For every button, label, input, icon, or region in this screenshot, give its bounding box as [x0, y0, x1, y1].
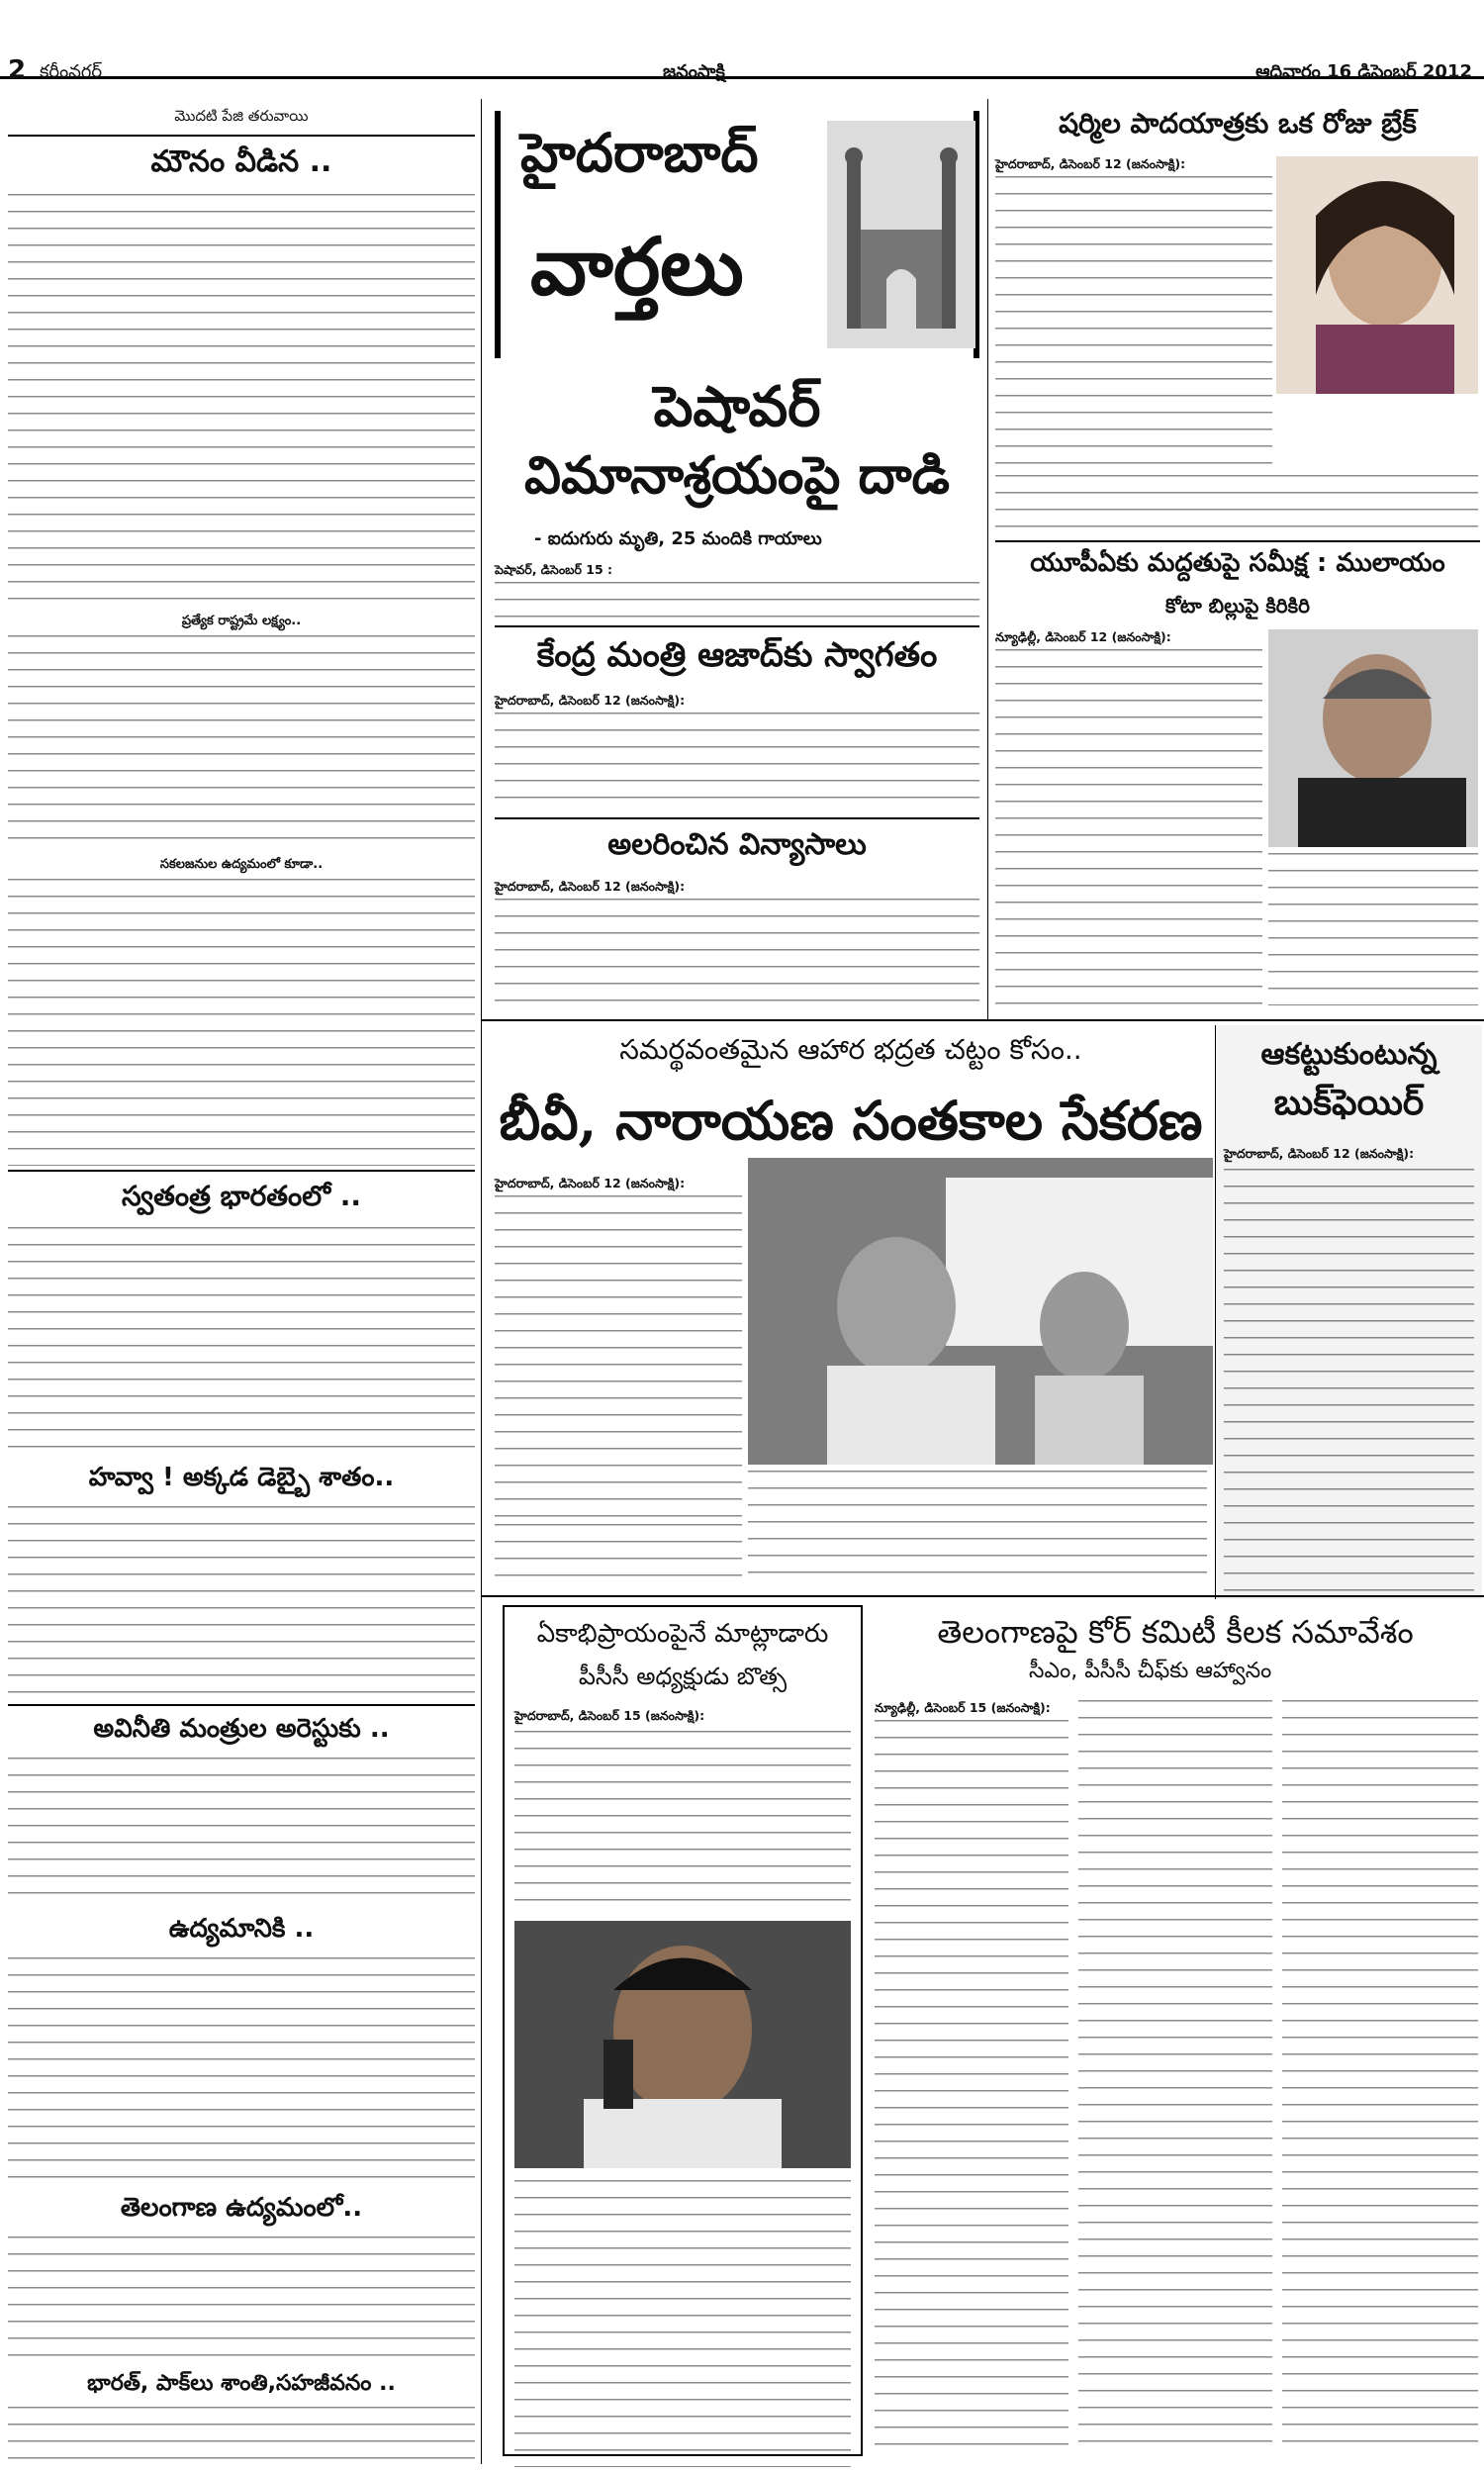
story-body: [995, 649, 1262, 1005]
subhead: సకలజనుల ఉద్యమంలో కూడా..: [159, 857, 324, 872]
story-title: అవినీతి మంత్రుల అరెస్టుకు ..: [93, 1714, 390, 1744]
hyderabad-banner: [495, 111, 979, 358]
botsa-story: [503, 1605, 863, 2456]
story-body: [8, 1506, 475, 1704]
subhead: ప్రత్యేక రాష్ట్రమే లక్ష్యం..: [181, 614, 302, 628]
mulayam-photo: [1268, 629, 1478, 847]
dateline: హైదరాబాద్, డిసెంబర్ 12 (జనంసాక్షి):: [1224, 1146, 1415, 1161]
story-body: [1268, 853, 1478, 1005]
kicker: మొదటి పేజి తరువాయి: [174, 107, 309, 125]
peshawar-headline-1: పెషావర్: [653, 374, 821, 439]
botsa-headline-1: ఏకాభిప్రాయంపైనే మాట్లాడారు: [536, 1619, 829, 1649]
story-body: [1224, 1169, 1474, 1604]
botsa-headline-2: పీసీసీ అధ్యక్షుడు బొత్స: [578, 1663, 788, 1690]
dateline: పెషావర్, డిసెంబర్ 15 :: [495, 562, 613, 577]
edition-city: కరీంనగర్: [40, 61, 102, 82]
story-title: స్వతంత్ర భారతంలో ..: [121, 1180, 362, 1212]
bookfair-story: [1215, 1025, 1482, 1599]
story-title: ఉద్యమానికి ..: [168, 1914, 315, 1944]
charminar-photo: [827, 121, 975, 348]
story-body: [8, 879, 475, 1166]
story-body: [495, 1524, 742, 1579]
food-headline: బీవీ, నారాయణ సంతకాల సేకరణ: [499, 1089, 1203, 1152]
food-kicker: సమర్థవంతమైన ఆహార భద్రత చట్టం కోసం..: [619, 1033, 1082, 1066]
story-body: [514, 2180, 851, 2467]
dateline: హైదరాబాద్, డిసెంబర్ 12 (జనంసాక్షి):: [495, 1176, 686, 1190]
story-body: [8, 1957, 475, 2185]
story-body: [514, 1731, 851, 1909]
peshawar-headline-2: విమానాశ్రయంపై దాడి: [523, 445, 951, 506]
story-body: [8, 635, 475, 853]
issue-date: ఆదివారం 16 డిసెంబర్ 2012: [1255, 61, 1472, 82]
peshawar-sub: - ఐదుగురు మృతి, 25 మందికి గాయాలు: [534, 528, 822, 549]
story-title: తెలంగాణ ఉద్యమంలో..: [120, 2193, 363, 2223]
banner-line2: వార్తలు: [530, 220, 744, 313]
story-body: [748, 1471, 1207, 1579]
botsa-photo: [514, 1921, 851, 2168]
dateline: న్యూఢిల్లీ, డిసెంబర్ 15 (జనంసాక్షి):: [875, 1700, 1051, 1715]
core-sub: సీఎం, పీసీసీ చీఫ్‌కు ఆహ్వానం: [1029, 1659, 1272, 1683]
story-body: [495, 899, 979, 1001]
sharmila-headline: షర్మిల పాదయాత్రకు ఒక రోజు బ్రేక్: [1059, 107, 1417, 140]
story-body: [495, 713, 979, 811]
mulayam-headline: యూపీఏకు మద్దతుపై సమీక్ష : ములాయం: [1030, 548, 1445, 578]
left-column: [8, 99, 475, 2464]
dateline: హైదరాబాద్, డిసెంబర్ 12 (జనంసాక్షి):: [995, 156, 1186, 171]
story-body: [8, 2236, 475, 2365]
story-body: [995, 475, 1478, 534]
story-body: [875, 1720, 1068, 2456]
story-title: హవ్వా ! అక్కడ డెబ్బై శాతం..: [88, 1463, 395, 1492]
story-title: భారత్, పాక్‌లు శాంతి,సహజీవనం ..: [87, 2371, 396, 2396]
mulayam-sub: కోటా బిల్లుపై కిరికిరి: [1165, 594, 1310, 618]
azad-headline: కేంద్ర మంత్రి ఆజాద్‌కు స్వాగతం: [536, 635, 938, 675]
bookfair-headline-1: ఆకట్టుకుంటున్న: [1260, 1037, 1438, 1072]
dateline: న్యూఢిల్లీ, డిసెంబర్ 12 (జనంసాక్షి):: [995, 629, 1171, 644]
sharmila-photo: [1276, 156, 1478, 394]
story-body: [1078, 1700, 1272, 2456]
alarinchani-headline: అలరించిన విన్యాసాలు: [607, 827, 867, 862]
story-body: [8, 1758, 475, 1906]
signature-campaign-photo: [748, 1158, 1213, 1465]
story-body: [1282, 1700, 1478, 2456]
core-headline: తెలంగాణపై కోర్ కమిటీ కీలక సమావేశం: [937, 1613, 1414, 1651]
story-body: [995, 176, 1272, 473]
newspaper-logo: జనంసాక్షి: [663, 61, 725, 82]
dateline: హైదరాబాద్, డిసెంబర్ 12 (జనంసాక్షి):: [495, 879, 686, 894]
story-body: [8, 1227, 475, 1455]
story-body: [495, 1195, 742, 1522]
story-body: [8, 2407, 475, 2464]
masthead: [0, 0, 1484, 85]
story-body: [8, 194, 475, 610]
story-body: [495, 582, 979, 618]
bookfair-headline-2: బుక్‌ఫెయిర్: [1273, 1083, 1425, 1123]
dateline: హైదరాబాద్, డిసెంబర్ 12 (జనంసాక్షి):: [495, 693, 686, 708]
page-number: 2: [8, 55, 27, 85]
banner-line1: హైదరాబాద్: [520, 121, 759, 184]
dateline: హైదరాబాద్, డిసెంబర్ 15 (జనంసాక్షి):: [514, 1708, 705, 1723]
story-title: మౌనం వీడిన ..: [150, 144, 332, 179]
